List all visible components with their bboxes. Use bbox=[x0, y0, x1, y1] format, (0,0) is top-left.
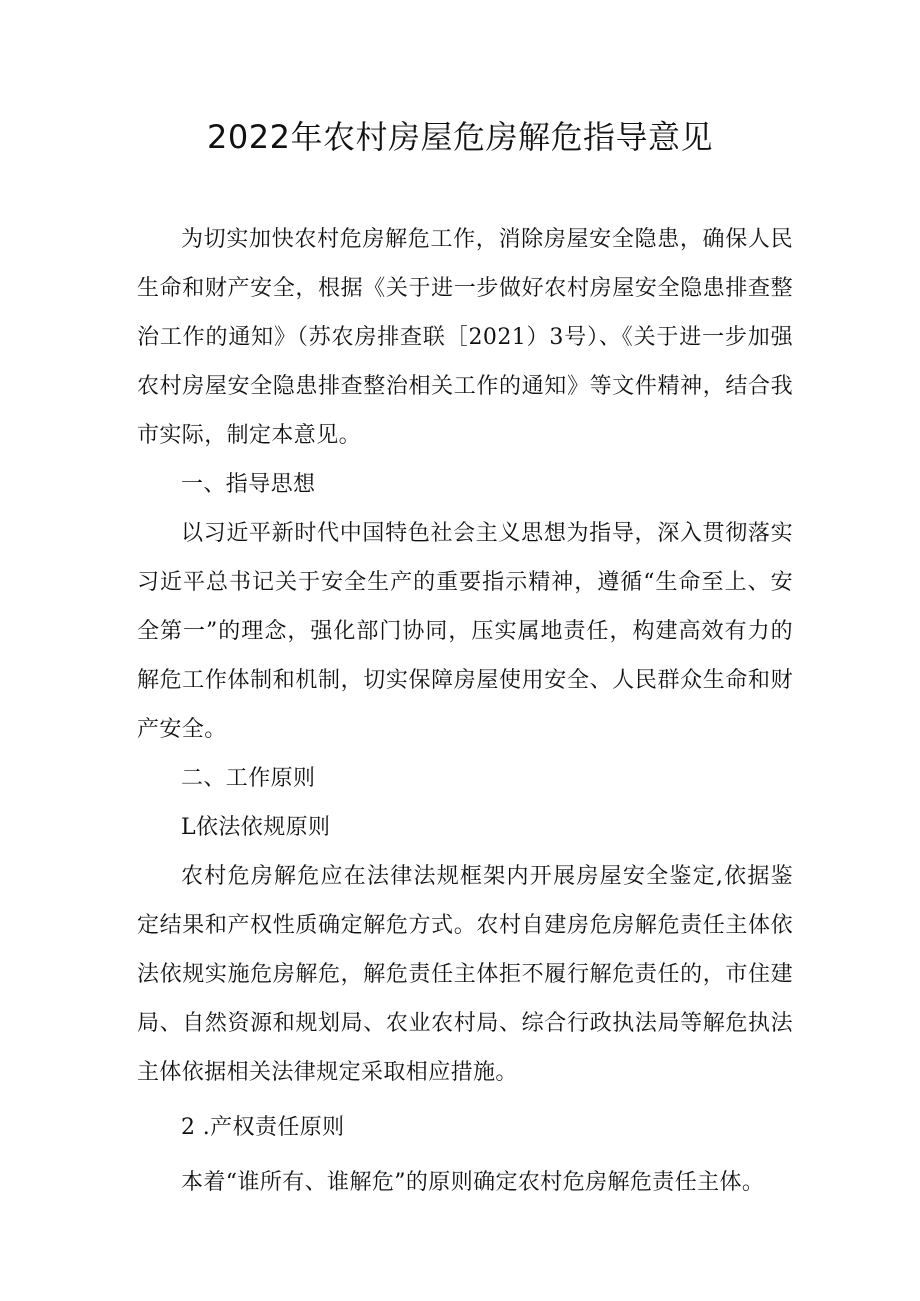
principle-heading-property-responsibility: 2 .产权责任原则 bbox=[181, 1115, 345, 1140]
section-heading-work-principles: 二、工作原则 bbox=[181, 766, 316, 791]
principle-heading-lawful: L依法依规原则 bbox=[181, 815, 331, 840]
document-body bbox=[137, 215, 793, 1207]
section-heading-guiding-ideology: 一、指导思想 bbox=[181, 472, 316, 497]
guiding-ideology-paragraph: 以习近平新时代中国特色社会主义思想为指导，深入贯彻落实习近平总书记关于安全生产的重要指示精神，遵循“生命至上、安全第一”的理念，强化部门协同，压实属地责任，构建高效有力的解危工作体制和机制，切实保障房屋使用安全、人民群众生命和财产安全。 bbox=[137, 521, 793, 742]
document-title: 2022年农村房屋危房解危指导意见 bbox=[207, 118, 713, 156]
principle-paragraph-lawful: 农村危房解危应在法律法规框架内开展房屋安全鉴定,依据鉴定结果和产权性质确定解危方式。农村自建房危房解危责任主体依法依规实施危房解危，解危责任主体拒不履行解危责任的，市住建局、自然资源和规划局、农业农村局、综合行政执法局等解危执法主体依据相关法律规定采取相应措施。 bbox=[137, 864, 793, 1085]
intro-paragraph: 为切实加快农村危房解危工作，消除房屋安全隐患，确保人民生命和财产安全，根据《关于进一步做好农村房屋安全隐患排查整治工作的通知》（苏农房排查联［2021）3号）、《关于进一步加强农村房屋安全隐患排查整治相关工作的通知》等文件精神，结合我市实际，制定本意见。 bbox=[137, 227, 793, 448]
principle-paragraph-property-responsibility: 本着“谁所有、谁解危”的原则确定农村危房解危责任主体。 bbox=[181, 1170, 765, 1195]
